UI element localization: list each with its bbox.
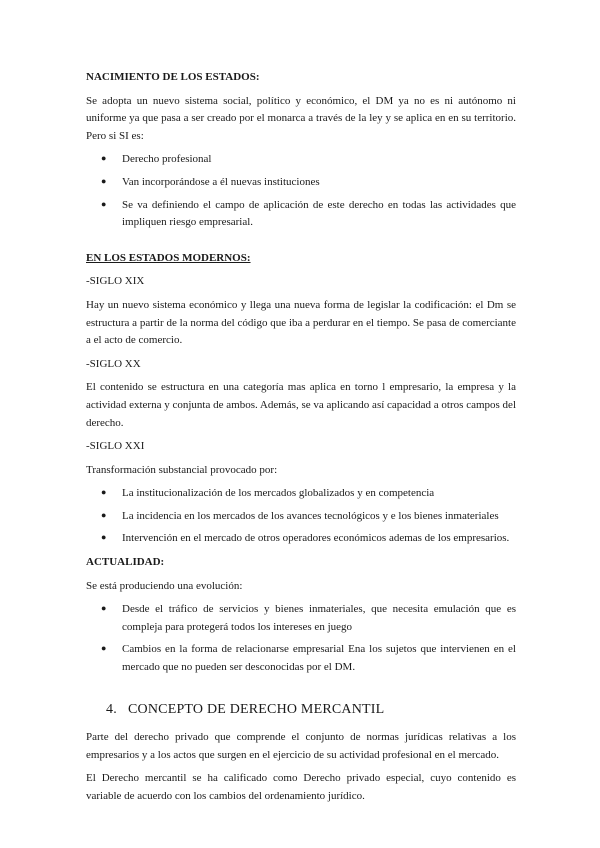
siglo-xx-label: -SIGLO XX xyxy=(86,357,141,370)
concepto-section-title xyxy=(86,699,516,721)
list-item: ● La institucionalización de los mercados globalizados y en competencia xyxy=(101,487,435,500)
siglo-xix-label: -SIGLO XIX xyxy=(86,275,145,288)
bullet-icon: ● xyxy=(101,532,107,543)
bullet-icon: ● xyxy=(101,509,107,520)
siglo-xix-paragraph: Hay un nuevo sistema económico y llega una nueva forma de legislar la codificación: el Dm se estructura a partir de la norma del código que iba a perdurar en el tiempo. Se pasa de comerciante a el acto de comercio. xyxy=(86,298,516,347)
bullet-icon: ● xyxy=(101,175,107,186)
bullet-icon: ● xyxy=(101,153,107,164)
concepto-paragraph-2: El Derecho mercantil se ha calificado como Derecho privado especial, cuyo contenido es variable de acuerdo con los cambios del ordenamiento jurídico. xyxy=(86,772,516,802)
nacimiento-paragraph: Se adopta un nuevo sistema social, político y económico, el DM ya no es ni autónomo ni uniforme ya que pasa a ser creado por el monarca a través de la ley y se aplica en en su territorio. Pero si SI es: xyxy=(86,94,516,142)
actualidad-paragraph: Se está produciendo una evolución: xyxy=(86,579,243,592)
siglo-xxi-list xyxy=(86,485,516,548)
concepto-paragraph-1: Parte del derecho privado que comprende el conjunto de normas jurídicas relativas a los empresarios y a los actos que surgen en el ejercicio de su actividad profesional en el mercado. xyxy=(86,731,516,761)
bullet-icon: ● xyxy=(101,643,107,654)
list-item: ● Cambios en la forma de relacionarse empresarial Ena los sujetos que intervienen en el mercado que no pueden ser desconocidas por el DM. xyxy=(101,643,516,674)
list-item: ● Desde el tráfico de servicios y bienes inmateriales, que necesita emulación que es compleja para protegerá todos los intereses en juego xyxy=(101,603,516,633)
siglo-xx-paragraph: El contenido se estructura en una categoría mas aplica en torno l empresario, la empresa y la actividad externa y conjunta de ambos. Además, se va aplicando así capacidad a otros campos del derecho. xyxy=(86,381,516,429)
list-item: ● Se va definiendo el campo de aplicación de este derecho en todas las actividades que impliquen riesgo empresarial. xyxy=(101,198,516,229)
siglo-xxi-paragraph: Transformación substancial provocado por: xyxy=(86,463,278,476)
bullet-icon: ● xyxy=(101,603,107,614)
document-content xyxy=(86,69,516,811)
nacimiento-heading: NACIMIENTO DE LOS ESTADOS: xyxy=(86,71,260,83)
nacimiento-list xyxy=(86,151,516,231)
section-title-text: CONCEPTO DE DERECHO MERCANTIL xyxy=(128,701,385,717)
list-item: ● Derecho profesional xyxy=(101,153,212,166)
siglo-xxi-label: -SIGLO XXI xyxy=(86,440,145,453)
actualidad-heading: ACTUALIDAD: xyxy=(86,556,165,569)
bullet-icon: ● xyxy=(101,198,107,209)
actualidad-list xyxy=(86,601,516,676)
section-number: 4. xyxy=(106,701,117,717)
bullet-icon: ● xyxy=(101,487,107,498)
list-item: ● Intervención en el mercado de otros operadores económicos ademas de los empresarios. xyxy=(101,532,510,545)
list-item: ● La incidencia en los mercados de los avances tecnológicos y e los bienes inmateriales xyxy=(101,509,499,522)
list-item: ● Van incorporándose a él nuevas instituciones xyxy=(101,175,320,188)
modernos-heading: EN LOS ESTADOS MODERNOS: xyxy=(86,251,251,264)
